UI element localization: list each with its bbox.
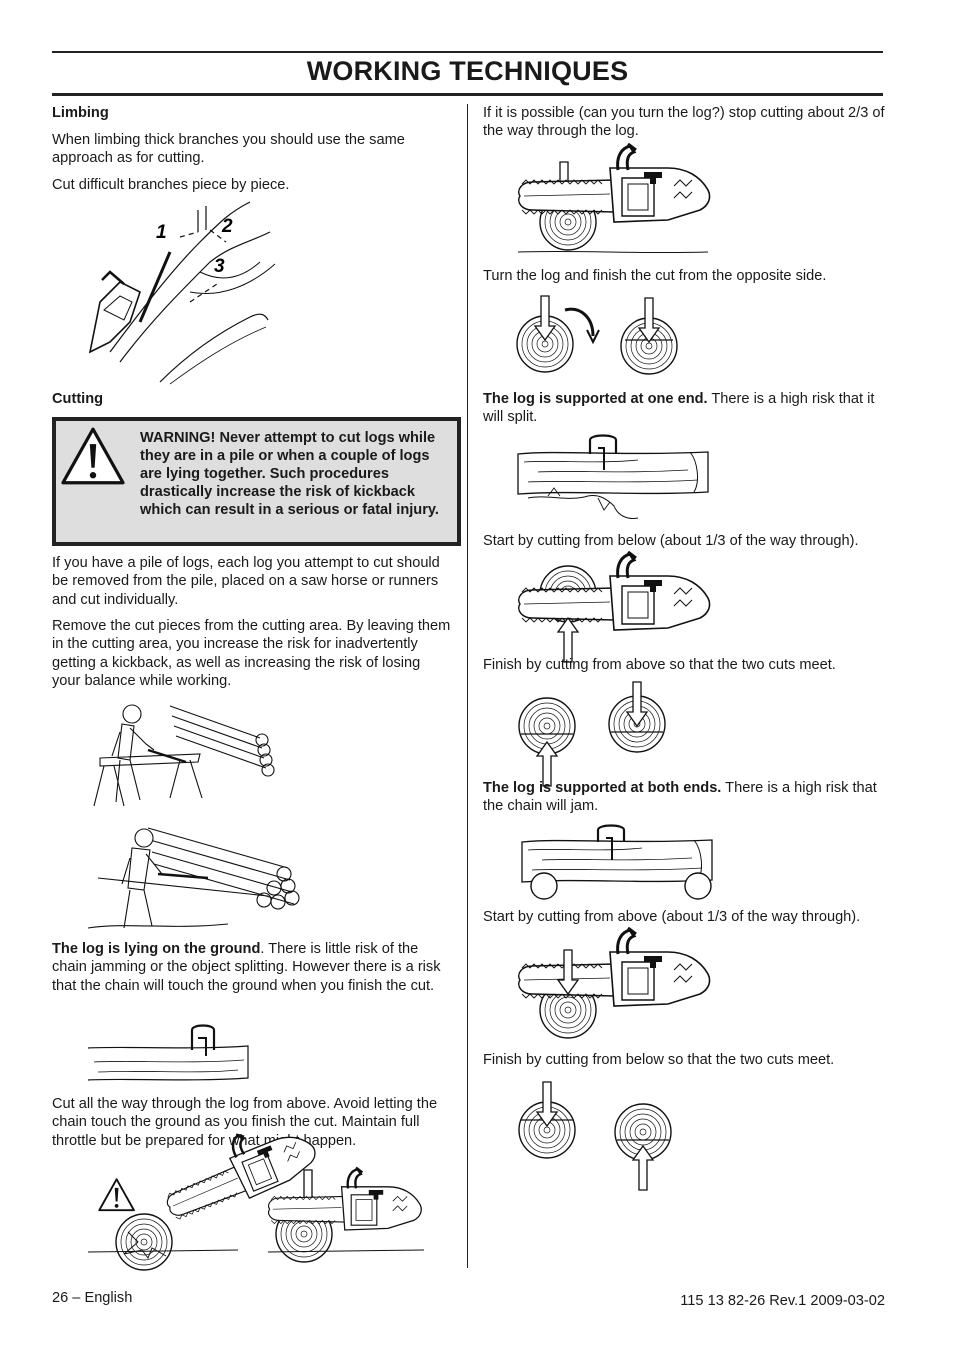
limbing-paragraph-2: Cut difficult branches piece by piece. [52, 177, 290, 193]
pile-paragraph-2: Remove the cut pieces from the cutting area. By leaving them in the cutting area, you increase the risk for inadvertently getting a kickback, as well as increasing the risk of losing your balance while working. [52, 618, 451, 690]
one-end-rest: There is a high risk that it will split. [483, 391, 875, 426]
warning-triangle-icon [60, 427, 126, 487]
warning-box [52, 417, 461, 546]
limbing-label-1: 1 [156, 222, 167, 243]
cut-from-above-illustration [518, 934, 718, 1044]
one-end-bold: The log is supported at one end. [483, 391, 708, 407]
turn-log-illustration [515, 296, 685, 380]
header-rule-bottom [52, 93, 883, 96]
ground-bold: The log is lying on the ground [52, 941, 261, 957]
cutting-heading: Cutting [52, 391, 104, 407]
ground-rest: . There is little risk of the chain jamming or the object splitting. However there is a risk that the chain will touch the ground when you finish the cut. [52, 941, 441, 994]
right-paragraph-5: Start by cutting from above (about 1/3 of the way through). [483, 909, 861, 925]
kickback-warning-illustration [88, 1162, 428, 1258]
ground-paragraph [52, 940, 452, 995]
limbing-paragraph-1: When limbing thick branches you should use the same approach as for cutting. [52, 132, 405, 167]
limbing-label-3: 3 [214, 256, 225, 277]
supported-both-ends-illustration [518, 826, 718, 908]
right-paragraph-1: If it is possible (can you turn the log?) stop cutting about 2/3 of the way through the log. [483, 105, 885, 140]
both-ends-rest: There is a high risk that the chain will jam. [483, 780, 877, 815]
log-pile-illustration [88, 818, 308, 936]
through-paragraph: Cut all the way through the log from above. Avoid letting the chain touch the ground as you finish the cut. Maintain full throttle but be prepared for what might happen. [52, 1096, 438, 1149]
cut-from-below-illustration [518, 558, 718, 654]
both-ends-paragraph [483, 779, 885, 816]
right-paragraph-3: Start by cutting from below (about 1/3 of the way through). [483, 533, 859, 549]
page-number: 26 – English [52, 1290, 133, 1306]
right-paragraph-6: Finish by cutting from below so that the two cuts meet. [483, 1052, 835, 1068]
stop-two-thirds-illustration [518, 152, 718, 260]
limbing-illustration [80, 202, 280, 387]
page-title: WORKING TECHNIQUES [306, 56, 629, 86]
two-cuts-meet-above-illustration [515, 682, 685, 774]
warning-text: WARNING! Never attempt to cut logs while they are in a pile or when a couple of logs are lying together. Such procedures drastically increase the risk of kickback which can result in a serious or fatal injury. [140, 430, 439, 519]
right-paragraph-4: Finish by cutting from above so that the two cuts meet. [483, 657, 836, 673]
two-cuts-meet-below-illustration [515, 1076, 685, 1170]
one-end-paragraph [483, 390, 885, 427]
document-reference: 115 13 82-26 Rev.1 2009-03-02 [680, 1293, 885, 1309]
header-rule-top [52, 51, 883, 53]
right-paragraph-2: Turn the log and finish the cut from the opposite side. [483, 268, 827, 284]
pile-paragraph-1: If you have a pile of logs, each log you attempt to cut should be removed from the pile, placed on a saw horse or runners and cut individually. [52, 555, 440, 608]
limbing-label-2: 2 [222, 216, 233, 237]
limbing-heading: Limbing [52, 105, 109, 121]
column-divider [467, 104, 468, 1268]
supported-one-end-illustration [518, 436, 718, 526]
both-ends-bold: The log is supported at both ends. [483, 780, 722, 796]
pile-sawhorse-illustration [90, 698, 290, 813]
log-on-ground-illustration [88, 1022, 252, 1088]
